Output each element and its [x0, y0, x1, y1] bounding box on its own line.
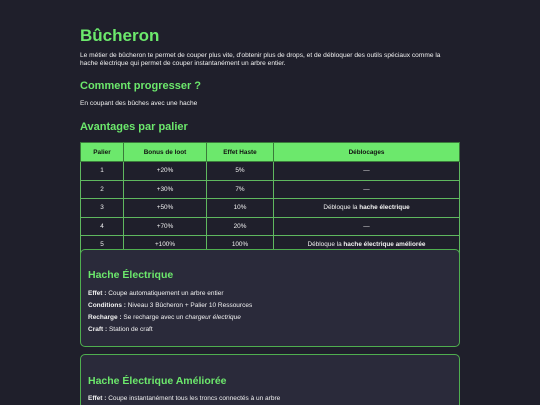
- cell-haste: 100%: [207, 236, 274, 255]
- cell-haste: 10%: [207, 199, 274, 218]
- unlock-bold: hache électrique améliorée: [343, 241, 426, 249]
- cell-palier: 5: [81, 236, 124, 255]
- card-conditions: [88, 302, 252, 309]
- progress-heading: Comment progresser ?: [80, 80, 202, 92]
- effect-label: Effet :: [88, 290, 107, 297]
- unlock-text: —: [363, 185, 370, 193]
- intro-text: Le métier de bûcheron te permet de couper plus vite, d'obtenir plus de drops, et de débloquer des outils spéciaux comme la hache électrique qui permet de couper instantanément un arbre entier.: [80, 52, 441, 68]
- unlock-text: Débloque la: [307, 241, 344, 249]
- recharge-label: Recharge :: [88, 314, 122, 321]
- effect-value: Coupe automatiquement un arbre entier: [106, 290, 224, 297]
- cell-haste: 5%: [207, 162, 274, 181]
- table-row: [81, 162, 460, 181]
- cell-haste: 20%: [207, 217, 274, 236]
- table-row: [81, 180, 460, 199]
- cell-loot: +50%: [124, 199, 207, 218]
- col-palier: Palier: [81, 143, 124, 162]
- card-effect: [88, 395, 280, 402]
- page-title: Bûcheron: [80, 26, 160, 45]
- benefits-heading: Avantages par palier: [80, 121, 188, 133]
- cell-unlock: [274, 217, 460, 236]
- col-loot: Bonus de loot: [124, 143, 207, 162]
- effect-label: Effet :: [88, 395, 107, 402]
- card-craft: [88, 326, 153, 333]
- effect-value: Coupe instantanément tous les troncs connectés à un arbre: [106, 395, 281, 402]
- unlock-text: —: [363, 222, 370, 230]
- table-row: [81, 199, 460, 218]
- cell-palier: 1: [81, 162, 124, 181]
- cell-palier: 2: [81, 180, 124, 199]
- benefits-table: [80, 142, 460, 255]
- col-haste: Effet Haste: [207, 143, 274, 162]
- craft-label: Craft :: [88, 326, 108, 333]
- recharge-italic: chargeur électrique: [185, 314, 241, 321]
- table-header-row: [81, 143, 460, 162]
- cell-loot: +100%: [124, 236, 207, 255]
- cell-unlock: [274, 180, 460, 199]
- cell-unlock: [274, 199, 460, 218]
- col-unlocks: Déblocages: [274, 143, 460, 162]
- card-title: Hache Électrique: [88, 269, 174, 281]
- card-recharge: [88, 314, 241, 321]
- unlock-text: Débloque la: [323, 204, 360, 212]
- conditions-label: Conditions :: [88, 302, 126, 309]
- card-effect: [88, 290, 224, 297]
- cell-loot: +70%: [124, 217, 207, 236]
- cell-haste: 7%: [207, 180, 274, 199]
- recharge-value: Se recharge avec un: [121, 314, 186, 321]
- cell-palier: 3: [81, 199, 124, 218]
- card-hache-electrique-amelioree: [80, 354, 460, 405]
- card-hache-electrique: [80, 249, 460, 347]
- table-row: [81, 217, 460, 236]
- progress-text: En coupant des bûches avec une hache: [80, 100, 198, 107]
- conditions-value: Niveau 3 Bûcheron + Palier 10 Ressources: [125, 302, 253, 309]
- craft-value: Station de craft: [107, 326, 153, 333]
- unlock-text: —: [363, 167, 370, 175]
- cell-palier: 4: [81, 217, 124, 236]
- card-title: Hache Électrique Améliorée: [88, 375, 227, 387]
- cell-unlock: [274, 162, 460, 181]
- cell-loot: +30%: [124, 180, 207, 199]
- cell-loot: +20%: [124, 162, 207, 181]
- unlock-bold: hache électrique: [359, 204, 410, 212]
